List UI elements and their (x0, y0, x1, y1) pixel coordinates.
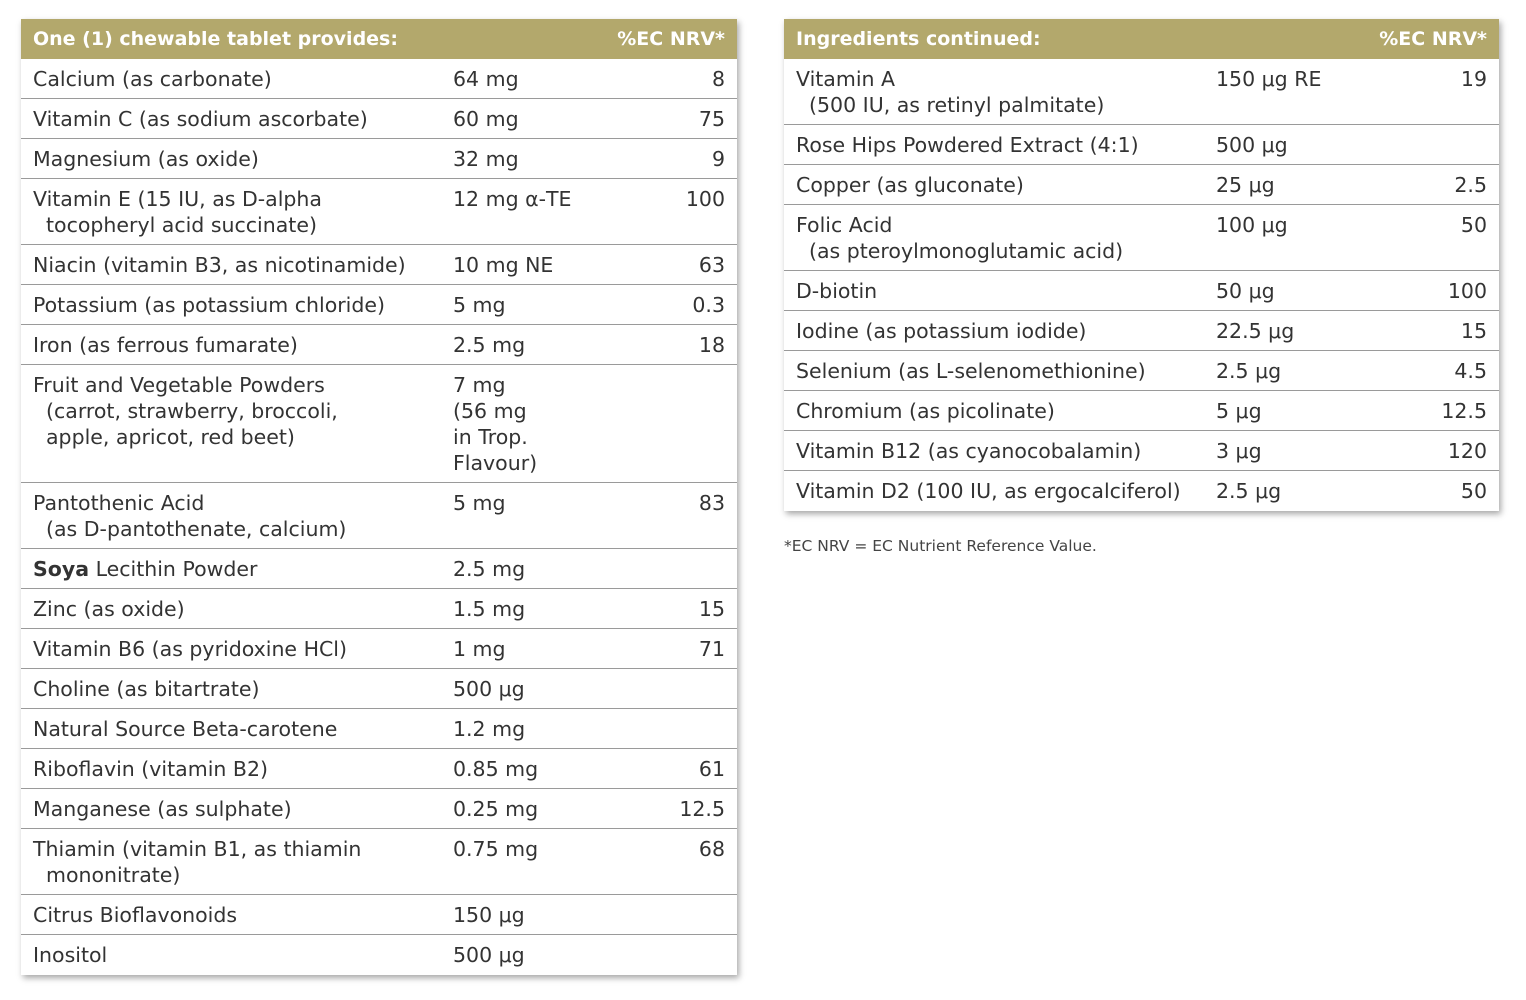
ingredient-name-line: Riboflavin (vitamin B2) (33, 757, 269, 781)
ingredient-amount-line: 150 μg RE (1216, 67, 1322, 91)
ingredient-amount-line: 3 μg (1216, 439, 1262, 463)
ingredient-amount-line: 2.5 μg (1216, 479, 1282, 503)
ingredient-name-line: apple, apricot, red beet) (46, 425, 295, 449)
table-row (21, 139, 737, 179)
table-row (21, 589, 737, 629)
ingredient-name-line: Vitamin D2 (100 IU, as ergocalciferol) (796, 479, 1181, 503)
table-row (784, 165, 1499, 205)
ingredient-name-line: tocopheryl acid succinate) (46, 213, 317, 237)
ingredient-nrv: 4.5 (1454, 359, 1487, 383)
ingredient-nrv: 50 (1460, 213, 1487, 237)
ingredient-amount-line: 500 μg (453, 677, 525, 701)
ingredient-nrv: 63 (698, 253, 725, 277)
table-row (21, 749, 737, 789)
table-row (21, 59, 737, 99)
ingredient-name (33, 796, 453, 822)
table-row (21, 285, 737, 325)
header-nrv-label: %EC NRV* (617, 28, 725, 50)
ingredient-amount-line: 25 μg (1216, 173, 1275, 197)
ingredient-nrv: 12.5 (1441, 399, 1487, 423)
ingredient-nrv (603, 942, 725, 969)
ingredient-amount-line: in Trop. (453, 425, 528, 449)
ingredient-amount-line: 12 mg α-TE (453, 187, 572, 211)
table-row (784, 311, 1499, 351)
table-row (21, 669, 737, 709)
ingredient-nrv: 0.3 (692, 293, 725, 317)
ingredient-name-line: Pantothenic Acid (33, 491, 205, 515)
ingredient-nrv: 75 (698, 107, 725, 131)
ingredient-name (33, 676, 453, 702)
ingredient-amount-line: 2.5 μg (1216, 359, 1282, 383)
ingredient-amount (453, 332, 603, 358)
ingredient-name-line: Vitamin E (15 IU, as D-alpha (33, 187, 322, 211)
ingredient-name-line: Calcium (as carbonate) (33, 67, 272, 91)
table-header (784, 19, 1499, 59)
ingredient-name (33, 66, 453, 92)
ingredient-amount-line: 150 μg (453, 903, 525, 927)
ingredient-name-line: Selenium (as L-selenomethionine) (796, 359, 1146, 383)
ingredient-amount-line: 22.5 μg (1216, 319, 1295, 343)
ingredient-amount-line: 5 mg (453, 491, 506, 515)
ingredient-amount (1216, 358, 1366, 384)
table-row (21, 365, 737, 483)
ingredient-name-line: Manganese (as sulphate) (33, 797, 292, 821)
ingredient-amount-line: 100 μg (1216, 213, 1288, 237)
ingredient-amount (453, 902, 603, 928)
ingredient-name (33, 490, 453, 542)
ingredient-amount (453, 186, 603, 238)
ingredient-nrv: 2.5 (1454, 173, 1487, 197)
table-body (784, 59, 1499, 511)
ingredient-name (796, 66, 1216, 118)
table-header (21, 19, 737, 59)
ingredient-name (33, 902, 453, 928)
ingredient-name (33, 942, 453, 969)
ingredient-name-line: Thiamin (vitamin B1, as thiamin (33, 837, 362, 861)
ingredient-name-line: Vitamin B6 (as pyridoxine HCl) (33, 637, 347, 661)
ingredient-amount (453, 676, 603, 702)
table-row (21, 789, 737, 829)
ingredient-name-line: (500 IU, as retinyl palmitate) (809, 93, 1105, 117)
ingredient-name-line: Folic Acid (796, 213, 893, 237)
ingredient-nrv: 9 (711, 147, 725, 171)
ingredient-name-line: Chromium (as picolinate) (796, 399, 1055, 423)
table-row (784, 59, 1499, 125)
ingredient-name-line: D-biotin (796, 279, 878, 303)
ingredient-amount-line: 1.5 mg (453, 597, 526, 621)
header-nrv-label: %EC NRV* (1379, 28, 1487, 50)
ingredient-name (33, 596, 453, 622)
table-row (21, 483, 737, 549)
ingredient-name (33, 716, 453, 742)
ingredient-name-line: (as D-pantothenate, calcium) (46, 517, 347, 541)
ingredient-nrv (1366, 132, 1487, 158)
ingredient-name (33, 636, 453, 662)
ingredient-name-line: mononitrate) (46, 863, 181, 887)
ingredient-amount-line: (56 mg (453, 399, 527, 423)
ingredient-amount (453, 292, 603, 318)
ingredient-amount-line: 5 mg (453, 293, 506, 317)
ingredient-amount-line: 32 mg (453, 147, 519, 171)
table-row (21, 325, 737, 365)
ingredient-amount-line: 10 mg NE (453, 253, 554, 277)
ingredient-amount (1216, 66, 1366, 118)
ingredient-nrv: 120 (1447, 439, 1487, 463)
ingredient-name (796, 212, 1216, 264)
ingredient-amount (1216, 318, 1366, 344)
ingredient-amount-line: 0.75 mg (453, 837, 539, 861)
ingredient-amount (453, 596, 603, 622)
ingredient-name-line: Potassium (as potassium chloride) (33, 293, 386, 317)
table-row (21, 895, 737, 935)
ingredient-amount (453, 556, 603, 582)
ingredient-amount (453, 252, 603, 278)
ingredient-amount-line: 5 μg (1216, 399, 1262, 423)
ingredient-name (33, 332, 453, 358)
ingredient-name-line: Iron (as ferrous fumarate) (33, 333, 298, 357)
ingredient-nrv: 100 (1447, 279, 1487, 303)
table-row (21, 179, 737, 245)
ingredient-nrv (603, 676, 725, 702)
table-row (784, 125, 1499, 165)
ingredient-amount (1216, 212, 1366, 264)
ingredient-name-line: Zinc (as oxide) (33, 597, 185, 621)
ingredient-nrv: 61 (698, 757, 725, 781)
table-row (21, 99, 737, 139)
ingredient-amount-line: Flavour) (453, 451, 538, 475)
ingredient-amount (453, 146, 603, 172)
ingredient-name-line: (as pteroylmonoglutamic acid) (809, 239, 1124, 263)
ingredient-nrv: 50 (1460, 479, 1487, 503)
ingredient-name (33, 556, 453, 582)
ingredient-nrv (603, 556, 725, 582)
ingredient-name (33, 292, 453, 318)
ingredient-amount-line: 1 mg (453, 637, 506, 661)
ingredient-amount (1216, 438, 1366, 464)
footnote: *EC NRV = EC Nutrient Reference Value. (784, 537, 1097, 555)
ingredient-name-line: Rose Hips Powdered Extract (4:1) (796, 133, 1139, 157)
ingredient-name-line: Iodine (as potassium iodide) (796, 319, 1087, 343)
table-row (784, 391, 1499, 431)
ingredient-amount-line: 60 mg (453, 107, 519, 131)
ingredient-amount-line: 2.5 mg (453, 333, 526, 357)
ingredient-name (33, 252, 453, 278)
ingredient-name-line: Citrus Bioflavonoids (33, 903, 238, 927)
table-body (21, 59, 737, 975)
ingredient-name-line (33, 556, 453, 582)
ingredient-nrv: 15 (1460, 319, 1487, 343)
ingredient-amount (453, 636, 603, 662)
ingredient-amount-line: 500 μg (453, 943, 525, 967)
header-title: One (1) chewable tablet provides: (33, 28, 398, 50)
ingredient-amount (1216, 478, 1366, 505)
table-row (21, 709, 737, 749)
ingredient-name-line: Fruit and Vegetable Powders (33, 373, 325, 397)
ingredient-amount (453, 490, 603, 542)
ingredient-name-rest: Lecithin Powder (89, 557, 258, 581)
ingredient-amount-line: 0.25 mg (453, 797, 539, 821)
ingredient-name (33, 756, 453, 782)
ingredient-amount (453, 106, 603, 132)
ingredient-nrv: 15 (698, 597, 725, 621)
ingredient-nrv: 19 (1460, 67, 1487, 91)
allergen-highlight: Soya (33, 557, 90, 581)
table-row (21, 549, 737, 589)
table-row (21, 245, 737, 285)
ingredient-amount (1216, 278, 1366, 304)
ingredient-name (796, 132, 1216, 158)
ingredient-amount-line: 1.2 mg (453, 717, 526, 741)
ingredient-name (796, 358, 1216, 384)
ingredient-amount (1216, 398, 1366, 424)
ingredient-name-line: Magnesium (as oxide) (33, 147, 259, 171)
ingredient-amount-line: 7 mg (453, 373, 506, 397)
ingredient-name-line: Inositol (33, 943, 108, 967)
ingredient-nrv: 18 (698, 333, 725, 357)
ingredient-nrv: 12.5 (679, 797, 725, 821)
ingredient-name-line: (carrot, strawberry, broccoli, (46, 399, 338, 423)
header-title: Ingredients continued: (796, 28, 1041, 50)
ingredient-name (33, 836, 453, 888)
ingredient-amount (1216, 172, 1366, 198)
ingredient-amount-line: 64 mg (453, 67, 519, 91)
ingredient-nrv: 83 (698, 491, 725, 515)
ingredient-name (796, 478, 1216, 505)
ingredient-name-line: Choline (as bitartrate) (33, 677, 260, 701)
ingredient-nrv: 100 (685, 187, 725, 211)
ingredient-nrv: 71 (698, 637, 725, 661)
ingredient-name (796, 398, 1216, 424)
nutrition-table-left (21, 19, 737, 975)
ingredient-amount-line: 0.85 mg (453, 757, 539, 781)
ingredient-name-line: Vitamin A (796, 67, 896, 91)
ingredient-amount-line: 2.5 mg (453, 557, 526, 581)
ingredient-nrv (603, 716, 725, 742)
ingredient-name (796, 438, 1216, 464)
ingredient-name (796, 172, 1216, 198)
ingredient-amount (453, 796, 603, 822)
ingredient-name-line: Niacin (vitamin B3, as nicotinamide) (33, 253, 406, 277)
ingredient-nrv: 68 (698, 837, 725, 861)
ingredient-amount-line: 50 μg (1216, 279, 1275, 303)
ingredient-nrv: 8 (711, 67, 725, 91)
table-row (784, 431, 1499, 471)
ingredient-name (796, 278, 1216, 304)
ingredient-name-line: Vitamin B12 (as cyanocobalamin) (796, 439, 1142, 463)
ingredient-nrv (603, 372, 725, 476)
table-row (21, 935, 737, 975)
ingredient-amount-line: 500 μg (1216, 133, 1288, 157)
table-row (21, 829, 737, 895)
ingredient-amount (453, 66, 603, 92)
ingredient-name (33, 186, 453, 238)
ingredient-amount (453, 942, 603, 969)
ingredient-nrv (603, 902, 725, 928)
table-row (784, 205, 1499, 271)
ingredient-name-line: Natural Source Beta-carotene (33, 717, 338, 741)
ingredient-name (796, 318, 1216, 344)
ingredient-amount (453, 836, 603, 888)
ingredient-amount (453, 716, 603, 742)
table-row (784, 351, 1499, 391)
ingredient-name-line: Copper (as gluconate) (796, 173, 1024, 197)
table-row (784, 471, 1499, 511)
ingredient-name (33, 106, 453, 132)
ingredient-name (33, 372, 453, 476)
table-row (21, 629, 737, 669)
ingredient-amount (1216, 132, 1366, 158)
ingredient-name (33, 146, 453, 172)
ingredient-amount (453, 756, 603, 782)
ingredient-name-line: Vitamin C (as sodium ascorbate) (33, 107, 368, 131)
nutrition-table-right (784, 19, 1499, 511)
ingredient-amount (453, 372, 603, 476)
table-row (784, 271, 1499, 311)
